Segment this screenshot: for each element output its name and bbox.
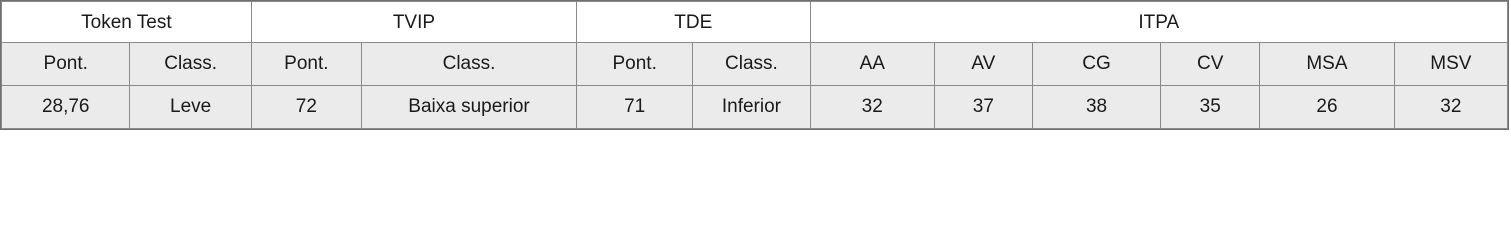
subheader-cell: Class. [361, 43, 576, 85]
subheader-cell: Pont. [2, 43, 130, 85]
subheader-cell: CG [1032, 43, 1160, 85]
subheader-cell: AV [934, 43, 1032, 85]
table-row [2, 85, 1508, 128]
value-cell: 72 [251, 85, 361, 128]
subheader-cell: Class. [693, 43, 810, 85]
group-header-token-test: Token Test [2, 2, 252, 43]
subheader-cell: CV [1161, 43, 1260, 85]
value-cell: 28,76 [2, 85, 130, 128]
value-cell: 71 [577, 85, 693, 128]
subheader-cell: Pont. [577, 43, 693, 85]
value-cell: Leve [130, 85, 251, 128]
group-header-tvip: TVIP [251, 2, 576, 43]
subheader-cell: Class. [130, 43, 251, 85]
group-header-row [2, 2, 1508, 43]
value-cell: 38 [1032, 85, 1160, 128]
value-cell: Baixa superior [361, 85, 576, 128]
group-header-itpa: ITPA [810, 2, 1507, 43]
value-cell: Inferior [693, 85, 810, 128]
subheader-cell: MSV [1394, 43, 1507, 85]
subheader-cell: MSA [1260, 43, 1395, 85]
subheader-row [2, 43, 1508, 85]
subheader-cell: Pont. [251, 43, 361, 85]
group-header-tde: TDE [577, 2, 810, 43]
results-table [1, 1, 1508, 129]
value-cell: 37 [934, 85, 1032, 128]
subheader-cell: AA [810, 43, 934, 85]
value-cell: 32 [1394, 85, 1507, 128]
value-cell: 35 [1161, 85, 1260, 128]
value-cell: 32 [810, 85, 934, 128]
value-cell: 26 [1260, 85, 1395, 128]
